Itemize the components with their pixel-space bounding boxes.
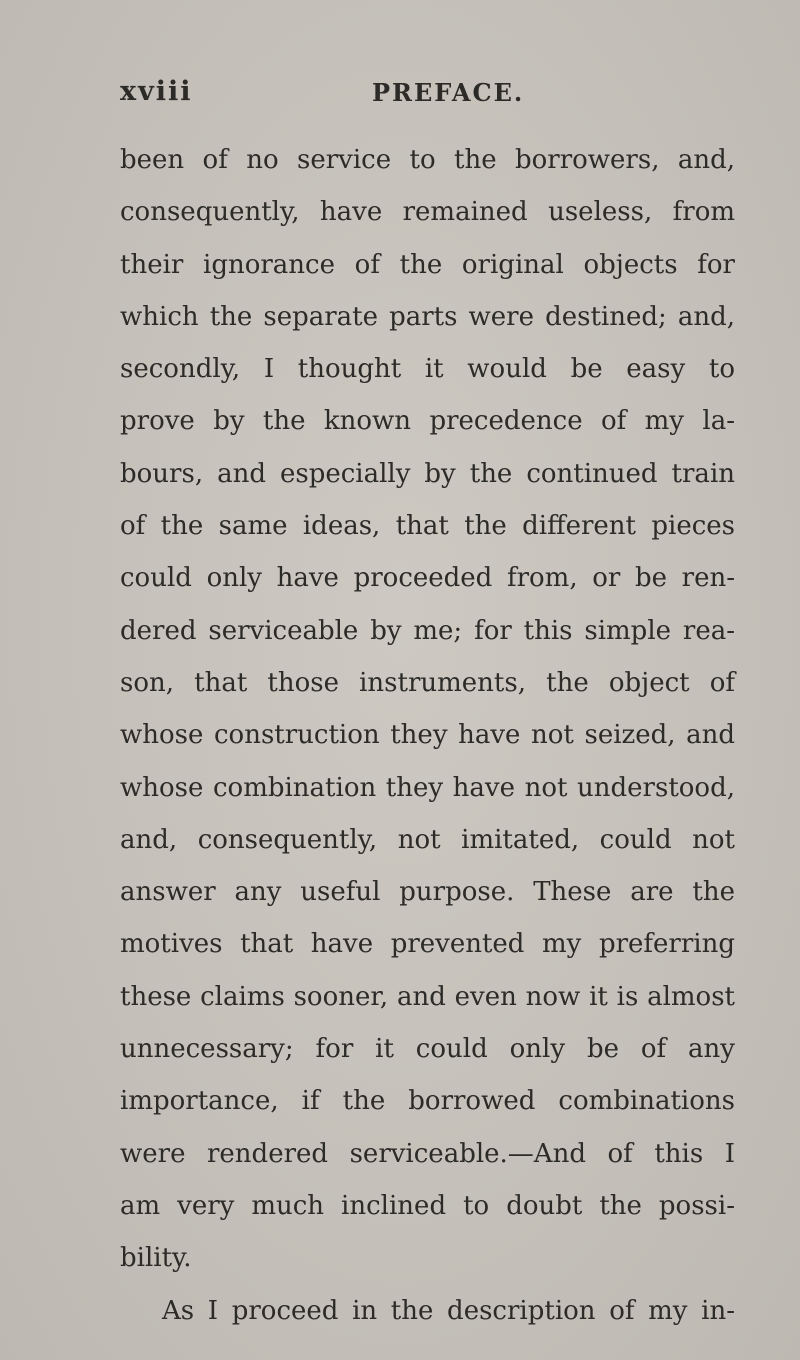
- text-line: and, consequently, not imitated, could not: [120, 824, 735, 855]
- text-line: bility.: [120, 1243, 192, 1274]
- text-line: importance, if the borrowed combinations: [120, 1086, 735, 1117]
- text-line: these claims sooner, and even now it is almost: [120, 981, 735, 1012]
- page-number: xviii: [120, 76, 193, 107]
- text-line: their ignorance of the original objects for: [120, 249, 735, 280]
- text-line: which the separate parts were destined; and,: [120, 301, 735, 332]
- text-line: of the same ideas, that the different pieces: [120, 511, 735, 542]
- text-line: unnecessary; for it could only be of any: [120, 1034, 735, 1065]
- text-line: am very much inclined to doubt the possi-: [120, 1190, 735, 1221]
- text-line: motives that have prevented my preferring: [120, 929, 735, 960]
- text-line: bours, and especially by the continued train: [120, 458, 735, 489]
- text-line: prove by the known precedence of my la-: [120, 406, 735, 437]
- text-line: son, that those instruments, the object of: [120, 667, 735, 698]
- paragraph-start-line: As I proceed in the description of my in-: [162, 1295, 735, 1326]
- text-line: were rendered serviceable.—And of this I: [120, 1138, 735, 1169]
- text-line: been of no service to the borrowers, and,: [120, 145, 735, 175]
- running-head: [120, 76, 740, 116]
- text-line: secondly, I thought it would be easy to: [120, 354, 735, 385]
- text-line: dered serviceable by me; for this simple rea-: [120, 615, 735, 646]
- text-line: consequently, have remained useless, from: [120, 197, 735, 228]
- running-title: PREFACE.: [372, 78, 525, 107]
- text-line: could only have proceeded from, or be ren-: [120, 563, 735, 594]
- text-line: whose combination they have not understood,: [120, 772, 735, 803]
- body-text: [120, 134, 735, 1337]
- text-line: whose construction they have not seized, and: [120, 720, 735, 751]
- text-line: answer any useful purpose. These are the: [120, 877, 735, 908]
